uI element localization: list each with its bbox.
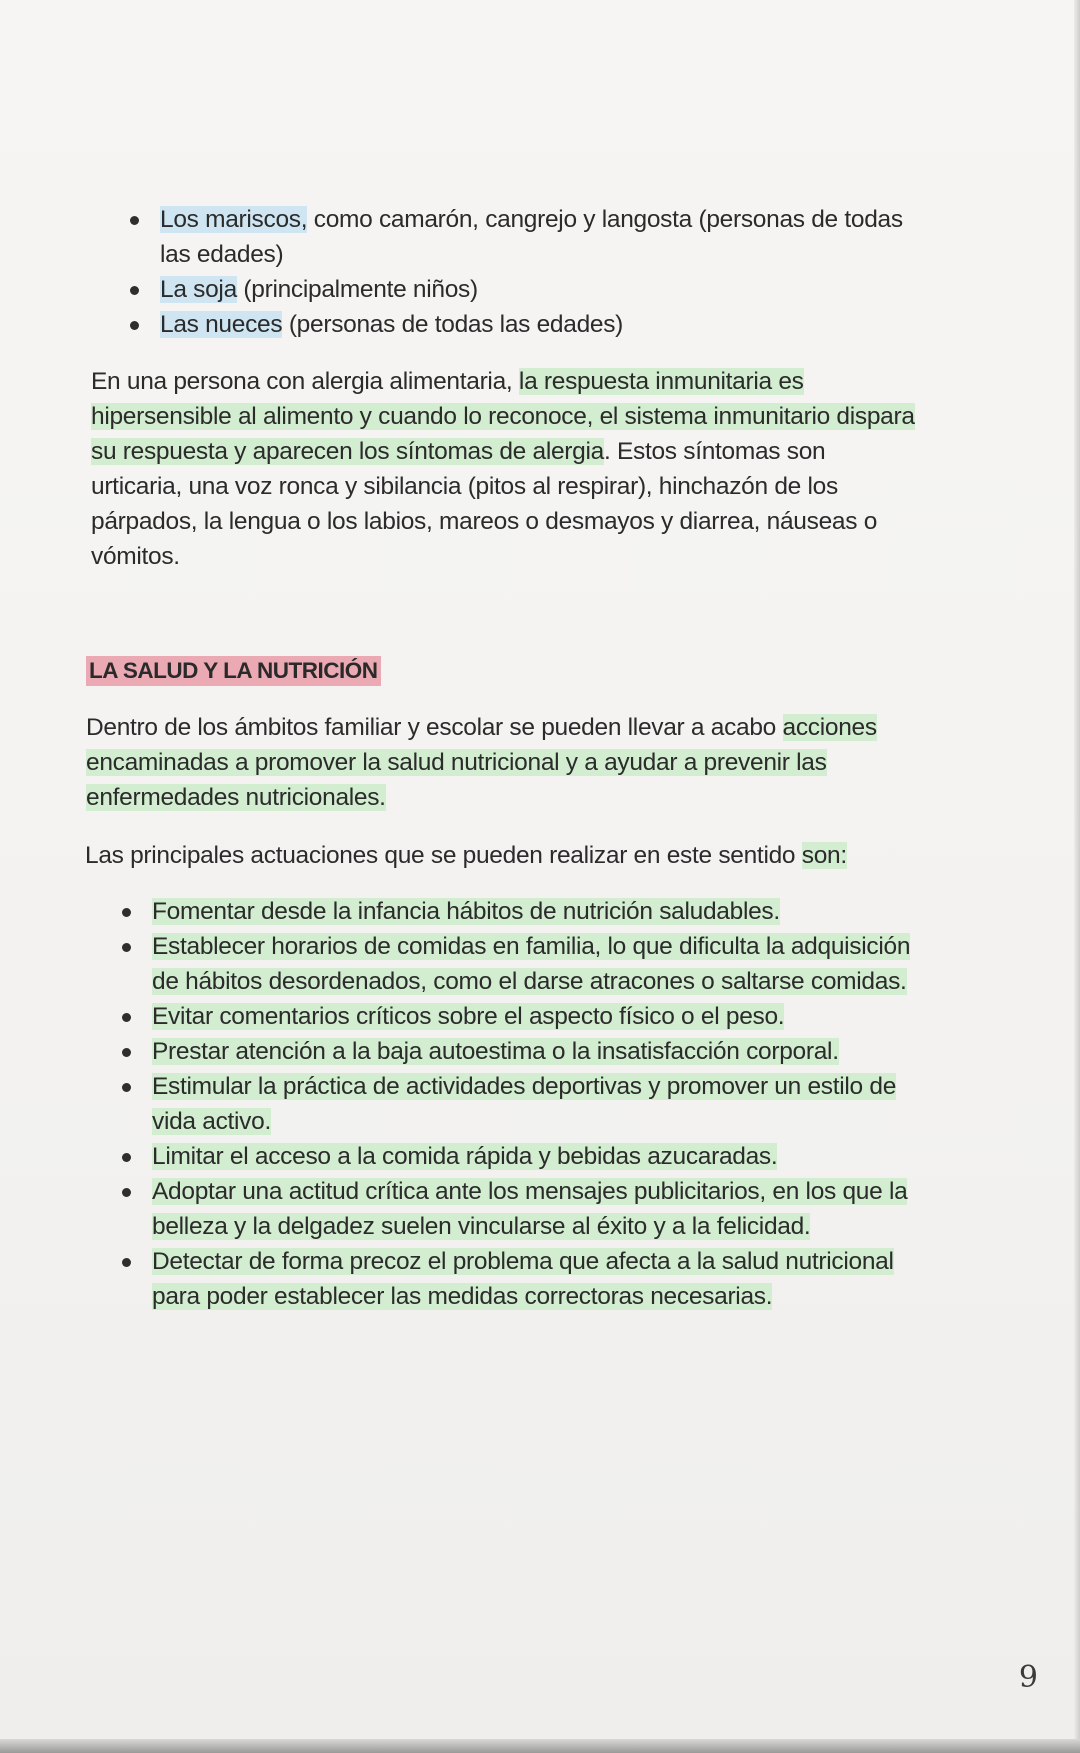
bullet-icon xyxy=(122,908,131,917)
bullet-icon xyxy=(122,1083,131,1092)
list-item-text: Evitar comentarios críticos sobre el aspecto físico o el peso. xyxy=(152,1003,785,1030)
paragraph-text: Las principales actuaciones que se pueden realizar en este sentido xyxy=(85,842,802,869)
list-item-text: Detectar de forma precoz el problema que afecta a la salud nutricional para poder establecer las medidas correctoras necesarias. xyxy=(152,1248,894,1310)
list-item-text: (principalmente niños) xyxy=(236,276,478,303)
paper-bottom-edge xyxy=(0,1739,1080,1753)
paper-right-edge xyxy=(1074,0,1080,1753)
nutrition-paragraph xyxy=(86,710,926,815)
list-item xyxy=(160,307,920,342)
list-item xyxy=(160,202,920,272)
paragraph-text: En una persona con alergia alimentaria, xyxy=(91,368,519,395)
highlighted-term: Las nueces xyxy=(160,311,283,338)
actions-intro xyxy=(85,838,945,873)
section-heading: LA SALUD Y LA NUTRICIÓN xyxy=(86,656,381,686)
list-item xyxy=(152,929,922,999)
bullet-icon xyxy=(130,216,139,225)
bullet-icon xyxy=(122,1153,131,1162)
list-item xyxy=(160,272,920,307)
list-item xyxy=(152,1069,922,1139)
highlighted-term: La soja xyxy=(160,276,237,303)
list-item-text: Establecer horarios de comidas en familia, lo que dificulta la adquisición de hábitos desordenados, como el darse atracones o saltarse comidas. xyxy=(152,933,911,995)
list-item xyxy=(152,999,922,1034)
list-item-text: Estimular la práctica de actividades deportivas y promover un estilo de vida activo. xyxy=(152,1073,897,1135)
list-item-text: como camarón, cangrejo y langosta (personas de todas las edades) xyxy=(160,206,903,268)
list-item-text: Prestar atención a la baja autoestima o la insatisfacción corporal. xyxy=(152,1038,839,1065)
actions-list xyxy=(152,894,922,1314)
bullet-icon xyxy=(122,943,131,952)
paragraph-text: Dentro de los ámbitos familiar y escolar se pueden llevar a acabo xyxy=(86,714,783,741)
list-item xyxy=(152,1244,922,1314)
list-item xyxy=(152,1139,922,1174)
list-item-text: Fomentar desde la infancia hábitos de nutrición saludables. xyxy=(152,898,780,925)
bullet-icon xyxy=(122,1188,131,1197)
bullet-icon xyxy=(122,1048,131,1057)
list-item-text: Limitar el acceso a la comida rápida y bebidas azucaradas. xyxy=(152,1143,778,1170)
page-number: 9 xyxy=(1018,1660,1038,1695)
highlighted-text: son: xyxy=(801,842,847,869)
highlighted-text: la respuesta inmunitaria es hipersensible al alimento y cuando lo reconoce, el sistema inmunitario dispara su respuesta y aparecen los síntomas de alergia xyxy=(91,368,915,465)
bullet-icon xyxy=(130,321,139,330)
bullet-icon xyxy=(122,1013,131,1022)
paragraph-text: . Estos síntomas son urticaria, una voz ronca y sibilancia (pitos al respirar), hinchazón de los párpados, la lengua o los labios, mareos o desmayos y diarrea, náuseas o vómitos. xyxy=(91,438,878,570)
list-item xyxy=(152,1174,922,1244)
allergy-paragraph xyxy=(91,364,921,574)
bullet-icon xyxy=(130,286,139,295)
allergens-list xyxy=(160,202,920,342)
list-item xyxy=(152,894,922,929)
highlighted-term: Los mariscos, xyxy=(160,206,308,233)
list-item-text: (personas de todas las edades) xyxy=(282,311,624,338)
highlighted-text: acciones encaminadas a promover la salud nutricional y a ayudar a prevenir las enfermedades nutricionales. xyxy=(86,714,877,811)
list-item-text: Adoptar una actitud crítica ante los mensajes publicitarios, en los que la belleza y la delgadez suelen vincularse al éxito y a la felicidad. xyxy=(152,1178,908,1240)
bullet-icon xyxy=(122,1258,131,1267)
list-item xyxy=(152,1034,922,1069)
